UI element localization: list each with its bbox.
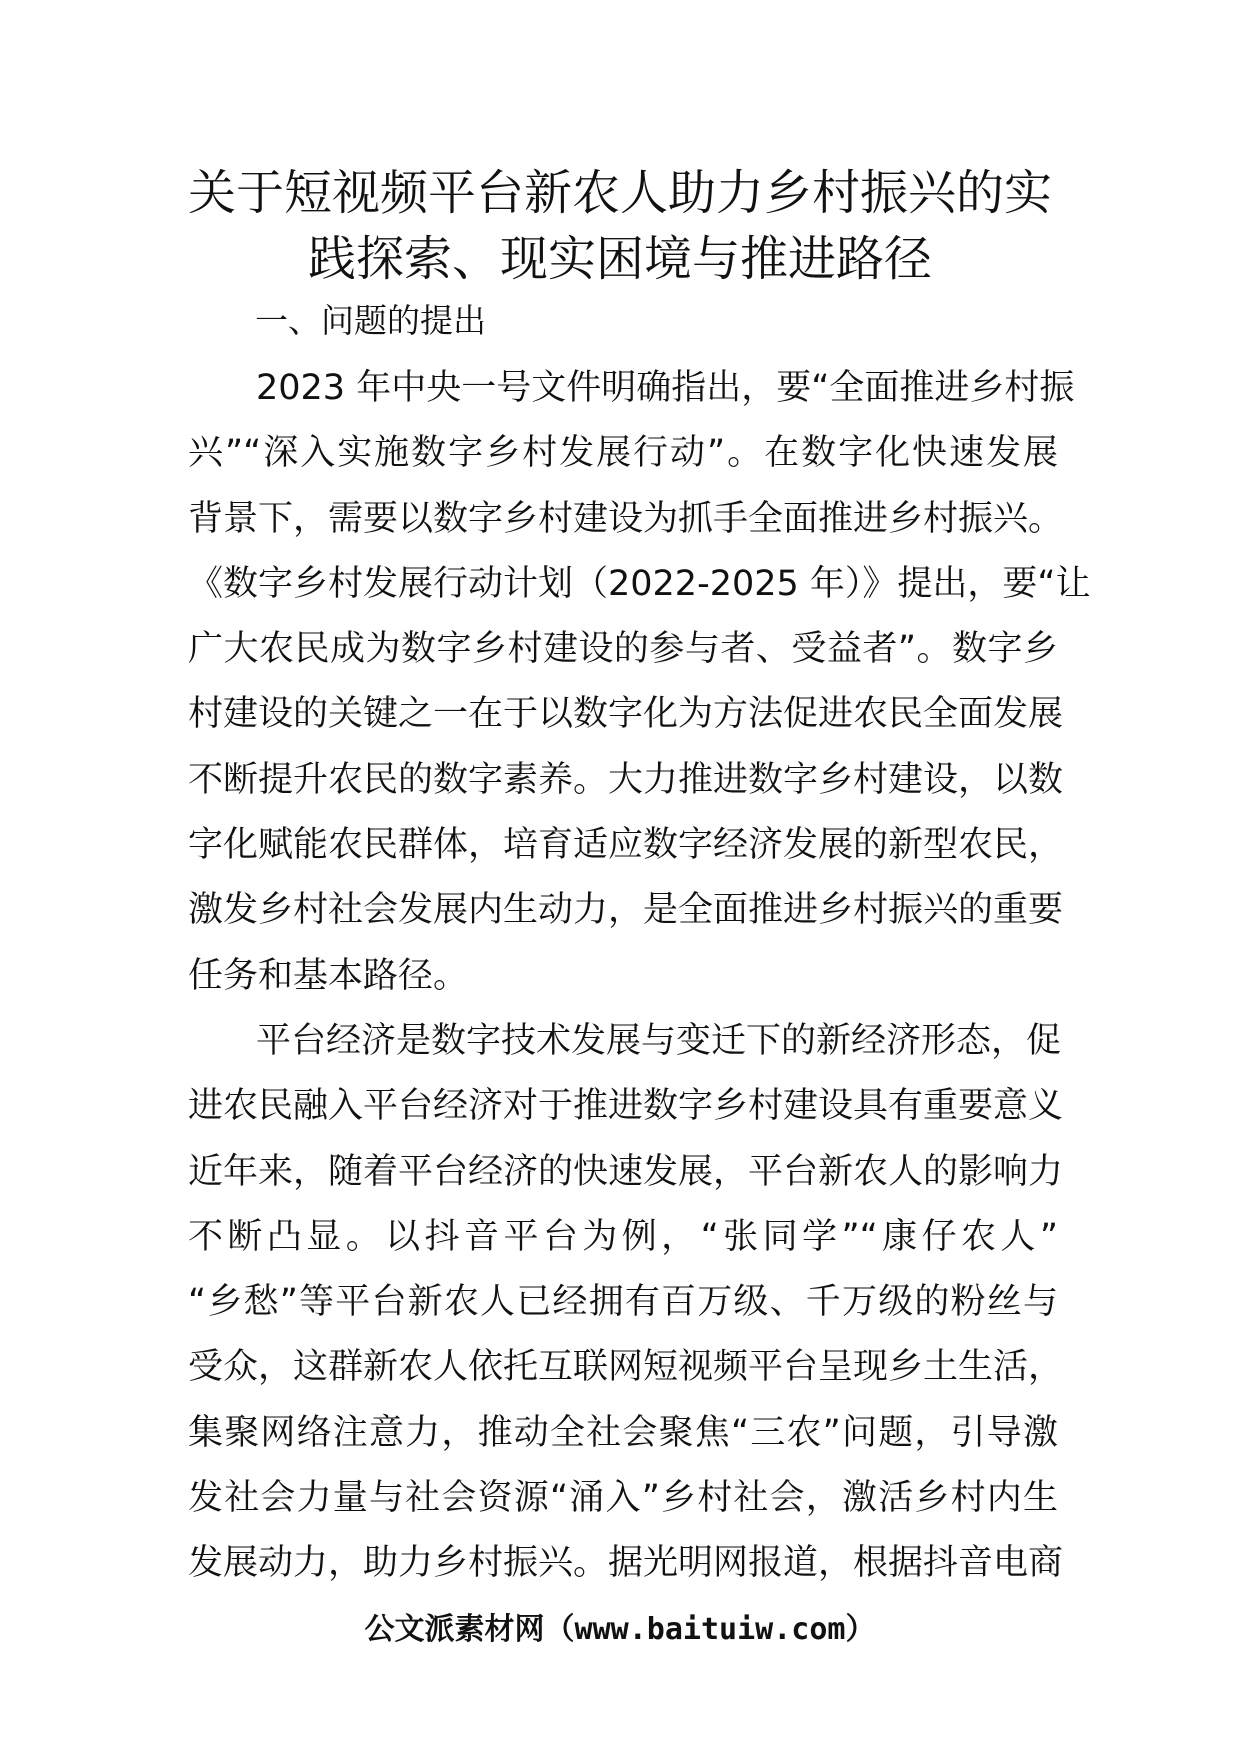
text-line: 村建设的关键之一在于以数字化为方法促进农民全面发展 [188, 694, 1064, 735]
footer-site-close: ） [845, 1612, 876, 1647]
text-line: 发社会力量与社会资源“涌入”乡村社会，激活乡村内生 [188, 1478, 1058, 1519]
footer-site-name: 公文派素材网（ [364, 1612, 575, 1647]
text-line: 不断提升农民的数字素养。大力推进数字乡村建设，以数 [188, 759, 1064, 800]
text-line: 集聚网络注意力，推动全社会聚焦“三农”问题，引导激 [188, 1412, 1058, 1453]
title-line-2: 践探索、现实困境与推进路径 [307, 231, 932, 287]
text-line: 《数字乡村发展行动计划（2022-2025 年）》提出，要“让 [188, 563, 1091, 604]
text-line: 背景下，需要以数字乡村建设为抓手全面推进乡村振兴。 [188, 498, 1064, 539]
text-line: 2023 年中央一号文件明确指出，要“全面推进乡村振 [256, 368, 1075, 408]
text-line: 平台经济是数字技术发展与变迁下的新经济形态，促 [256, 1020, 1062, 1061]
title-line-1: 关于短视频平台新农人助力乡村振兴的实 [187, 165, 1052, 221]
text-line: 广大农民成为数字乡村建设的参与者、受益者”。数字乡 [188, 629, 1058, 670]
document-title [150, 160, 1090, 292]
footer-site-url: www.baituiw.com [574, 1612, 846, 1647]
text-line: 受众，这群新农人依托互联网短视频平台呈现乡土生活， [188, 1347, 1064, 1388]
text-line: 兴”“深入实施数字乡村发展行动”。在数字化快速发展 [188, 433, 1058, 474]
text-line: 进农民融入平台经济对于推进数字乡村建设具有重要意义 [188, 1086, 1064, 1127]
text-line: 激发乡村社会发展内生动力，是全面推进乡村振兴的重要 [188, 890, 1064, 931]
text-line: 发展动力，助力乡村振兴。据光明网报道，根据抖音电商 [188, 1543, 1064, 1584]
text-line: 字化赋能农民群体，培育适应数字经济发展的新型农民， [188, 825, 1064, 866]
section-heading: 一、问题的提出 [255, 301, 486, 340]
text-line: 任务和基本路径。 [188, 955, 469, 996]
page-footer [0, 1608, 1240, 1652]
text-line: 近年来，随着平台经济的快速发展，平台新农人的影响力 [188, 1151, 1064, 1192]
text-line: “乡愁”等平台新农人已经拥有百万级、千万级的粉丝与 [188, 1282, 1058, 1323]
text-line: 不断凸显。以抖音平台为例，“张同学”“康仔农人” [188, 1216, 1058, 1257]
body-text [188, 356, 1091, 1597]
